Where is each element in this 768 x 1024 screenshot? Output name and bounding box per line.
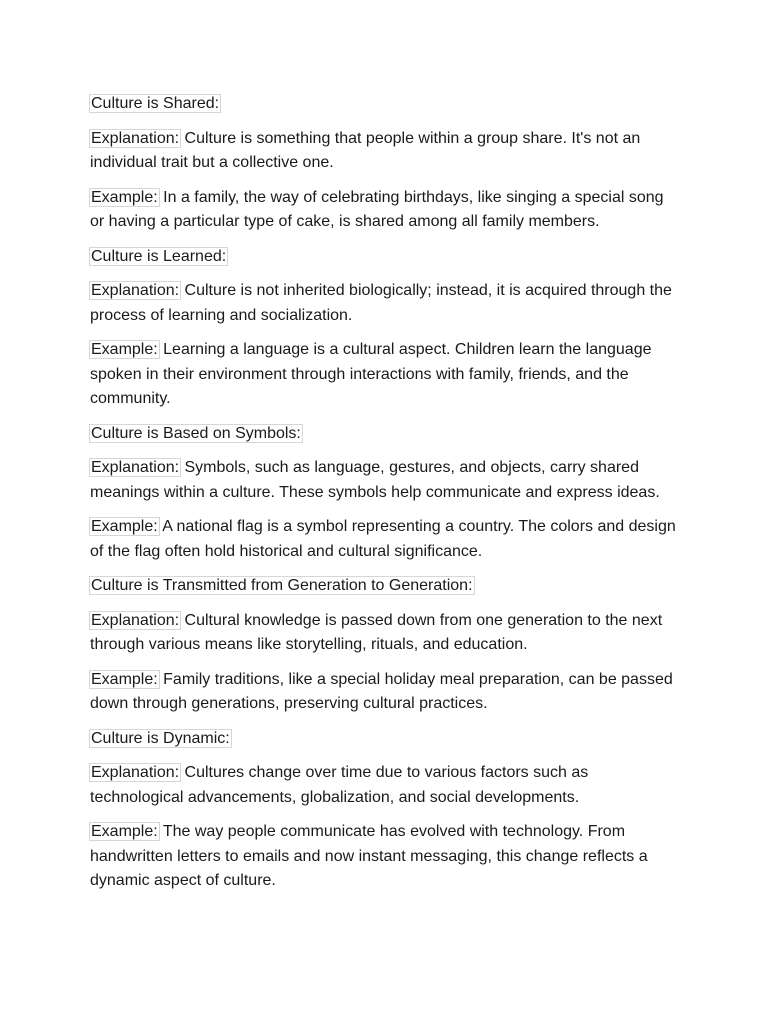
document-page (90, 92, 680, 904)
explanation-paragraph (90, 761, 680, 810)
example-text: Learning a language is a cultural aspect. Children learn the language spoken in their environment through interactions with family, friends, and the community. (90, 341, 652, 407)
example-label: Example: (91, 670, 158, 688)
example-text: Family traditions, like a special holiday meal preparation, can be passed down through generations, preserving cultural practices. (90, 670, 673, 712)
example-label: Example: (91, 823, 158, 840)
section-heading (90, 422, 680, 447)
explanation-label: Explanation: (91, 129, 180, 147)
explanation-text: Culture is not inherited biologically; instead, it is acquired through the process of learning and socialization. (90, 282, 672, 324)
explanation-label: Explanation: (91, 611, 180, 629)
section-heading (90, 245, 680, 270)
explanation-label: Explanation: (91, 282, 180, 299)
explanation-text: Cultures change over time due to various factors such as technological advancements, globalization, and social developments. (90, 764, 589, 806)
section-heading (90, 727, 680, 752)
explanation-text: Culture is something that people within a group share. It's not an individual trait but a collective one. (90, 129, 641, 171)
example-paragraph (90, 668, 680, 717)
example-paragraph (90, 186, 680, 235)
section-heading (90, 92, 680, 117)
section-heading (90, 574, 680, 599)
explanation-paragraph (90, 279, 680, 328)
heading-text: Culture is Dynamic: (91, 729, 230, 747)
explanation-paragraph (90, 609, 680, 658)
example-text: The way people communicate has evolved with technology. From handwritten letters to emails and now instant messaging, this change reflects a dynamic aspect of culture. (90, 823, 648, 889)
example-label: Example: (91, 341, 158, 358)
explanation-text: Symbols, such as language, gestures, and objects, carry shared meanings within a culture. These symbols help communicate and express ideas. (90, 459, 660, 501)
example-label: Example: (91, 188, 158, 206)
example-text: A national flag is a symbol representing a country. The colors and design of the flag often hold historical and cultural significance. (90, 518, 676, 560)
heading-text: Culture is Transmitted from Generation to Generation: (91, 577, 473, 594)
explanation-text: Cultural knowledge is passed down from one generation to the next through various means like storytelling, rituals, and education. (90, 611, 663, 653)
heading-text: Culture is Based on Symbols: (91, 424, 301, 442)
explanation-label: Explanation: (91, 459, 180, 476)
example-paragraph (90, 820, 680, 894)
explanation-label: Explanation: (91, 764, 180, 781)
explanation-paragraph (90, 127, 680, 176)
heading-text: Culture is Learned: (91, 247, 227, 265)
example-paragraph (90, 515, 680, 564)
example-label: Example: (91, 518, 158, 535)
explanation-paragraph (90, 456, 680, 505)
example-text: In a family, the way of celebrating birthdays, like singing a special song or having a particular type of cake, is shared among all family members. (90, 188, 664, 230)
heading-text: Culture is Shared: (91, 95, 220, 112)
example-paragraph (90, 338, 680, 412)
